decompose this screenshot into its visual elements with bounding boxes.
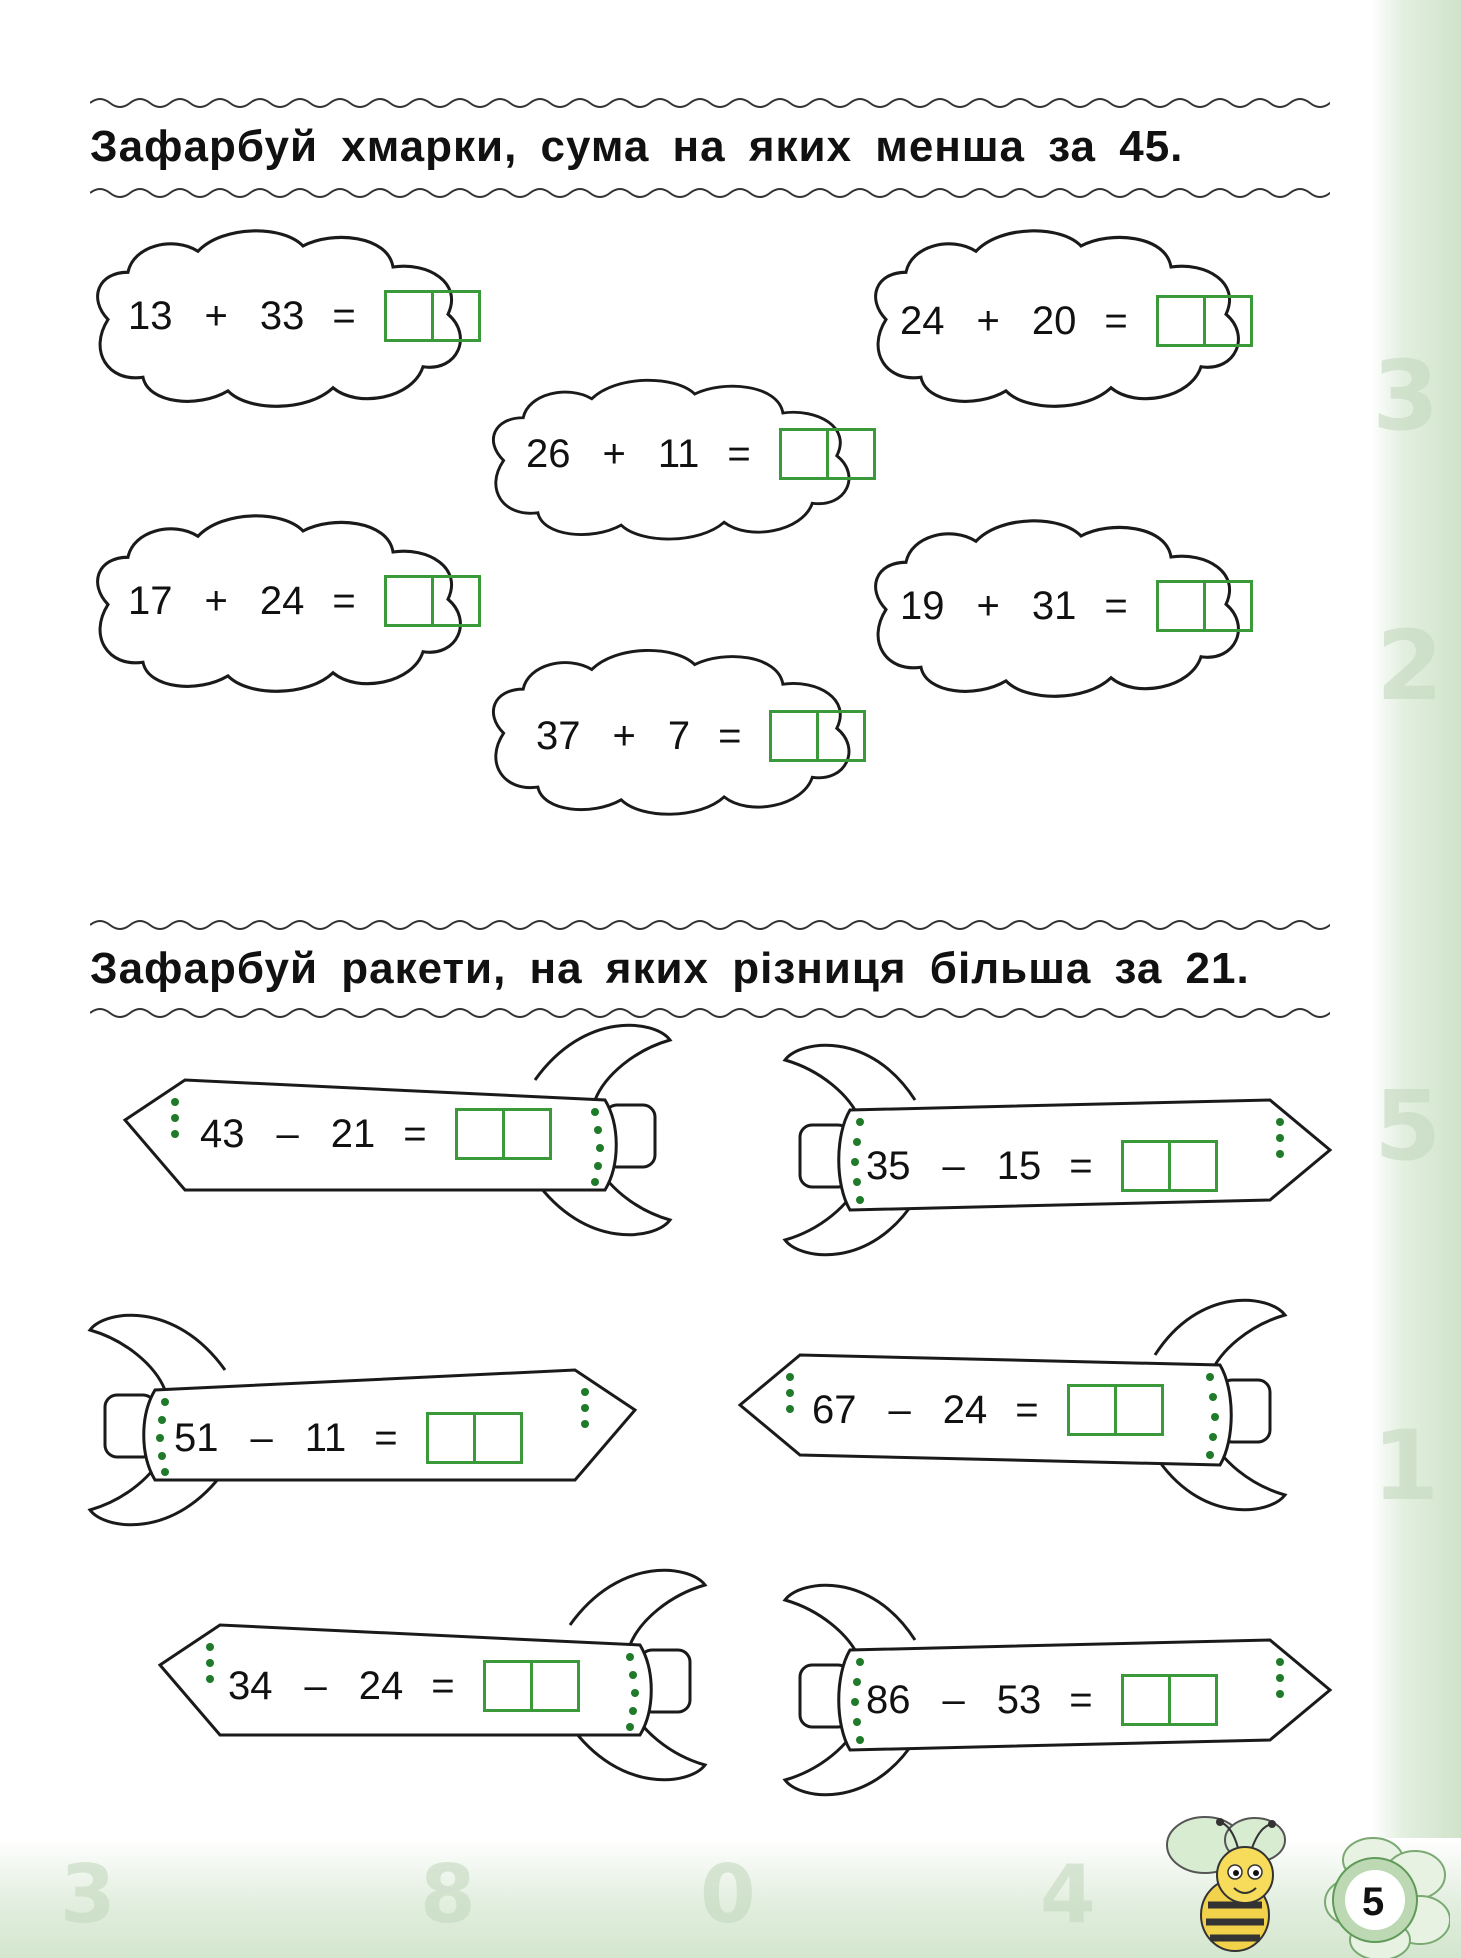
operand-a: 37 bbox=[536, 713, 581, 758]
operand-a: 35 bbox=[866, 1143, 911, 1188]
operand-b: 53 bbox=[996, 1677, 1042, 1722]
rockets-task-heading: Зафарбуй ракети, на яких різниця більша за 21. bbox=[90, 944, 1250, 993]
equals-sign: = bbox=[727, 431, 751, 476]
operand-b: 11 bbox=[304, 1415, 347, 1460]
operand-a: 51 bbox=[174, 1415, 219, 1460]
equals-sign: = bbox=[718, 713, 742, 758]
equals-sign: = bbox=[1104, 583, 1128, 628]
equals-sign: = bbox=[1104, 298, 1128, 343]
equals-sign: = bbox=[1069, 1143, 1093, 1188]
rocket-4-expression bbox=[812, 1384, 1164, 1436]
clouds-task-heading: Зафарбуй хмарки, сума на яких менша за 45. bbox=[90, 122, 1184, 171]
operator: + bbox=[976, 583, 1000, 628]
rocket-5-expression bbox=[228, 1660, 580, 1712]
operand-b: 24 bbox=[259, 578, 305, 623]
operator: + bbox=[602, 431, 626, 476]
operator: – bbox=[888, 1387, 911, 1432]
equals-sign: = bbox=[332, 578, 356, 623]
answer-box[interactable] bbox=[1121, 1140, 1218, 1192]
operand-b: 31 bbox=[1031, 583, 1077, 628]
equals-sign: = bbox=[332, 293, 356, 338]
operand-a: 17 bbox=[128, 578, 173, 623]
operator: – bbox=[250, 1415, 273, 1460]
operand-a: 24 bbox=[900, 298, 945, 343]
answer-box[interactable] bbox=[1121, 1674, 1218, 1726]
footer-decoration bbox=[1130, 1800, 1450, 1958]
operator: – bbox=[942, 1677, 965, 1722]
rocket-3-expression bbox=[174, 1412, 523, 1464]
operand-b: 33 bbox=[259, 293, 305, 338]
rocket-2-expression bbox=[866, 1140, 1218, 1192]
operand-a: 26 bbox=[526, 431, 571, 476]
answer-box[interactable] bbox=[426, 1412, 523, 1464]
decorative-sidebar: 3 2 5 1 bbox=[1371, 0, 1461, 1958]
operand-a: 86 bbox=[866, 1677, 911, 1722]
operator: + bbox=[976, 298, 1000, 343]
equals-sign: = bbox=[431, 1663, 455, 1708]
operand-b: 24 bbox=[942, 1387, 988, 1432]
operand-b: 20 bbox=[1031, 298, 1077, 343]
operator: + bbox=[612, 713, 636, 758]
operator: + bbox=[204, 578, 228, 623]
flower-badge-icon bbox=[1325, 1838, 1450, 1958]
operator: + bbox=[204, 293, 228, 338]
decorative-bottom-strip: 3 8 0 4 bbox=[0, 1838, 1461, 1958]
equals-sign: = bbox=[1015, 1387, 1039, 1432]
operand-a: 19 bbox=[900, 583, 945, 628]
operator: – bbox=[304, 1663, 327, 1708]
operand-b: 24 bbox=[358, 1663, 404, 1708]
answer-box[interactable] bbox=[483, 1660, 580, 1712]
operator: – bbox=[276, 1111, 299, 1156]
page-number: 5 bbox=[1362, 1880, 1385, 1924]
equals-sign: = bbox=[403, 1111, 427, 1156]
bee-mascot-icon bbox=[1167, 1817, 1285, 1951]
operand-a: 13 bbox=[128, 293, 173, 338]
answer-box[interactable] bbox=[455, 1108, 552, 1160]
operator: – bbox=[942, 1143, 965, 1188]
rocket-6-expression bbox=[866, 1674, 1218, 1726]
operand-b: 21 bbox=[330, 1111, 376, 1156]
operand-b: 7 bbox=[667, 713, 691, 758]
rocket-1-expression bbox=[200, 1108, 552, 1160]
operand-b: 15 bbox=[996, 1143, 1042, 1188]
equals-sign: = bbox=[374, 1415, 398, 1460]
operand-a: 43 bbox=[200, 1111, 245, 1156]
answer-box[interactable] bbox=[1067, 1384, 1164, 1436]
equals-sign: = bbox=[1069, 1677, 1093, 1722]
operand-b: 11 bbox=[657, 431, 700, 476]
operand-a: 34 bbox=[228, 1663, 273, 1708]
operand-a: 67 bbox=[812, 1387, 857, 1432]
